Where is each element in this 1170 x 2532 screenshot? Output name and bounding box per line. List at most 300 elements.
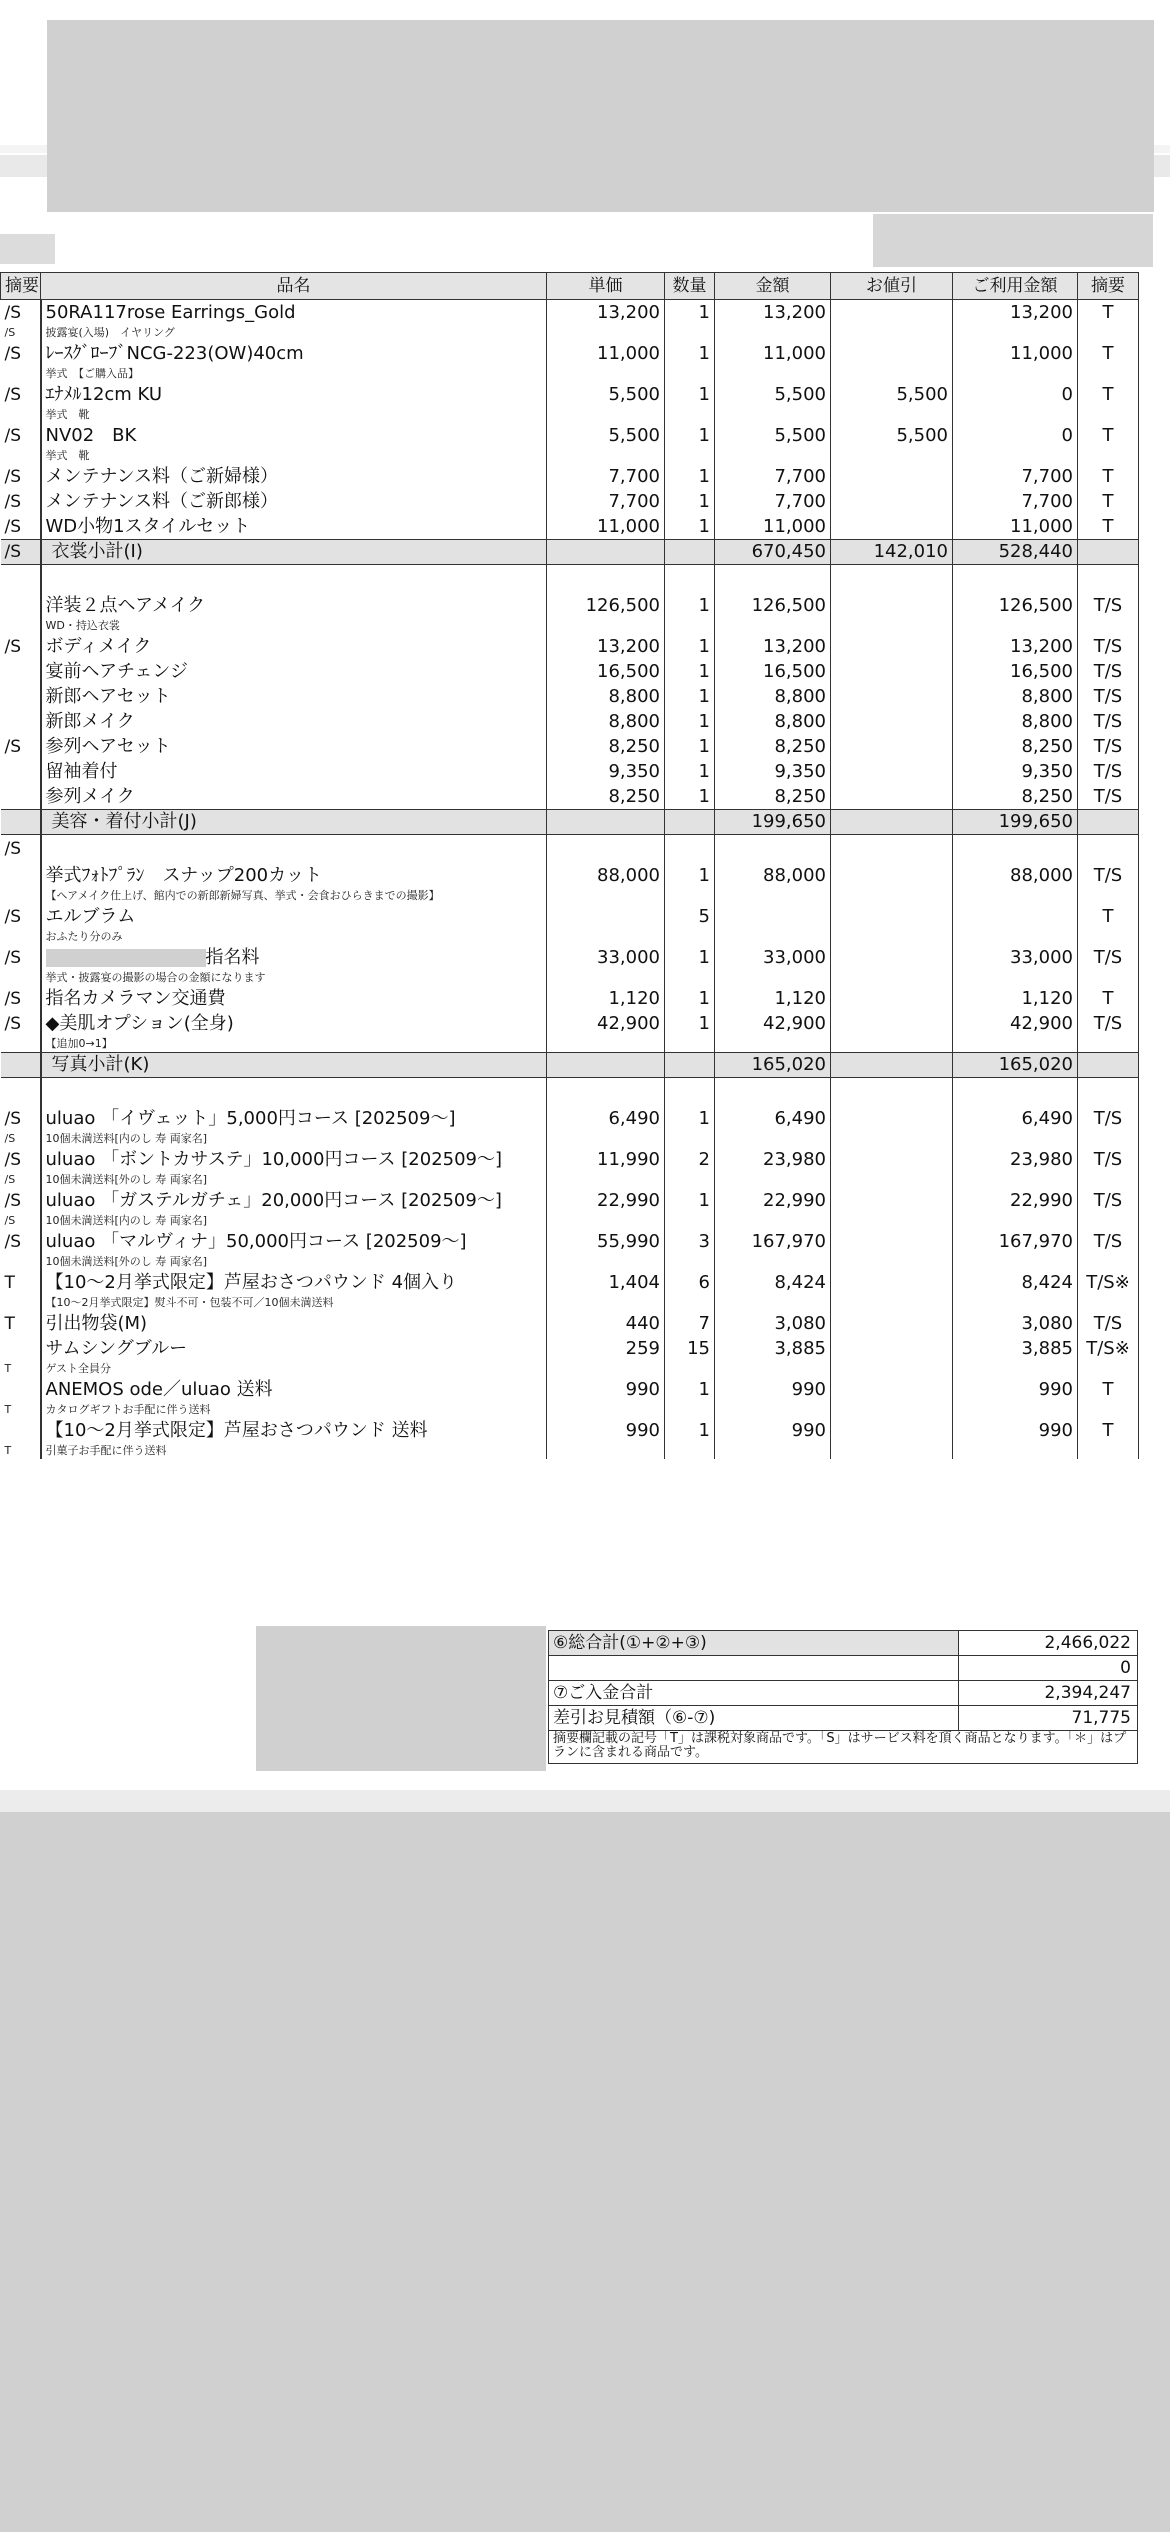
- row-left-code: /S: [1, 1131, 41, 1147]
- grand-total-row: [549, 1631, 1137, 1656]
- row-left-code: [1, 1295, 41, 1311]
- tax-code: [1078, 810, 1139, 835]
- amount: 8,800: [715, 709, 831, 734]
- amount: 8,250: [715, 734, 831, 759]
- row-left-code: /S: [1, 1106, 41, 1131]
- row-left-code: /S: [1, 382, 41, 407]
- unit-price: 259: [547, 1336, 665, 1361]
- amount: 1,120: [715, 986, 831, 1011]
- item-name: 50RA117rose Earrings_Gold: [41, 300, 547, 326]
- table-body: [1, 300, 1139, 1460]
- tax-code: [1078, 970, 1139, 986]
- amount: [715, 1295, 831, 1311]
- amount: 990: [715, 1377, 831, 1402]
- item-name: 挙式ﾌｫﾄﾌﾟﾗﾝ スナップ200カット: [41, 863, 547, 888]
- column-header: 金額: [715, 273, 831, 300]
- quantity: 1: [665, 464, 715, 489]
- quantity: [665, 1053, 715, 1078]
- row-left-code: [1, 659, 41, 684]
- tax-code: T: [1078, 300, 1139, 326]
- unit-price: 6,490: [547, 1106, 665, 1131]
- usage-amount: 33,000: [953, 945, 1078, 970]
- row-left-code: /S: [1, 514, 41, 540]
- amount: 42,900: [715, 1011, 831, 1036]
- tax-code: T/S: [1078, 1011, 1139, 1036]
- usage-amount: [953, 904, 1078, 929]
- amount: 22,990: [715, 1188, 831, 1213]
- table-row: [1, 986, 1139, 1011]
- item-note-row: [1, 1213, 1139, 1229]
- amount: 8,424: [715, 1270, 831, 1295]
- quantity: 1: [665, 489, 715, 514]
- amount: 23,980: [715, 1147, 831, 1172]
- amount: [715, 1036, 831, 1053]
- discount: [831, 904, 953, 929]
- table-row: [1, 659, 1139, 684]
- item-name: メンテナンス料（ご新郎様）: [41, 489, 547, 514]
- table-row: [1, 423, 1139, 448]
- quantity: 1: [665, 945, 715, 970]
- unit-price: [547, 1254, 665, 1270]
- page-separator: [0, 1790, 1170, 1812]
- discount: [831, 565, 953, 594]
- unit-price: [547, 618, 665, 634]
- item-name: uluao 「ボントカサステ」10,000円コース [202509～]: [41, 1147, 547, 1172]
- row-left-code: /S: [1, 1213, 41, 1229]
- tax-code: T/S: [1078, 593, 1139, 618]
- unit-price: 440: [547, 1311, 665, 1336]
- usage-amount: [953, 888, 1078, 904]
- table-row: [1, 1229, 1139, 1254]
- usage-amount: [953, 929, 1078, 945]
- amount: 7,700: [715, 489, 831, 514]
- quantity: 1: [665, 593, 715, 618]
- table-row: [1, 784, 1139, 810]
- usage-amount: [953, 1402, 1078, 1418]
- quantity: [665, 929, 715, 945]
- row-left-code: [1, 970, 41, 986]
- usage-amount: 6,490: [953, 1106, 1078, 1131]
- item-name: 【ヘアメイク仕上げ、館内での新郎新婦写真、挙式・会食おひらきまでの撮影】: [41, 888, 547, 904]
- discount: [831, 986, 953, 1011]
- item-name: メンテナンス料（ご新婦様）: [41, 464, 547, 489]
- tax-code: [1078, 1254, 1139, 1270]
- table-row: [1, 593, 1139, 618]
- table-header-row: [1, 273, 1139, 300]
- amount: [715, 366, 831, 382]
- discount: [831, 1106, 953, 1131]
- item-name: 宴前ヘアチェンジ: [41, 659, 547, 684]
- tax-code: [1078, 407, 1139, 423]
- quantity: [665, 540, 715, 565]
- estimate-table: [0, 272, 1139, 1459]
- item-name: 新郎メイク: [41, 709, 547, 734]
- item-name: 披露宴(入場) イヤリング: [41, 325, 547, 341]
- row-left-code: /S: [1, 1172, 41, 1188]
- tax-code: T/S: [1078, 684, 1139, 709]
- discount: [831, 659, 953, 684]
- quantity: [665, 565, 715, 594]
- item-name: 新郎ヘアセット: [41, 684, 547, 709]
- tax-code: T/S: [1078, 659, 1139, 684]
- usage-amount: 8,424: [953, 1270, 1078, 1295]
- unit-price: 5,500: [547, 423, 665, 448]
- redacted-header-block: [47, 20, 1154, 212]
- discount: [831, 1053, 953, 1078]
- discount: [831, 945, 953, 970]
- discount: [831, 1011, 953, 1036]
- estimate-sheet: [0, 272, 1138, 1459]
- unit-price: [547, 325, 665, 341]
- row-left-code: /S: [1, 540, 41, 565]
- item-name: 10個未満送料[内のし 寿 両家名]: [41, 1213, 547, 1229]
- usage-amount: [953, 835, 1078, 864]
- unit-price: [547, 1213, 665, 1229]
- tax-code: T/S: [1078, 863, 1139, 888]
- amount: [715, 888, 831, 904]
- row-left-code: [1, 1053, 41, 1078]
- amount: 3,885: [715, 1336, 831, 1361]
- usage-amount: [953, 1213, 1078, 1229]
- tax-code: T/S※: [1078, 1270, 1139, 1295]
- table-row: [1, 904, 1139, 929]
- tax-code: [1078, 366, 1139, 382]
- quantity: 1: [665, 784, 715, 810]
- column-header: ご利用金額: [953, 273, 1078, 300]
- quantity: [665, 1036, 715, 1053]
- column-header: 摘要: [1078, 273, 1139, 300]
- item-name: 【追加0→1】: [41, 1036, 547, 1053]
- table-row: [1, 464, 1139, 489]
- discount: [831, 1147, 953, 1172]
- quantity: 1: [665, 382, 715, 407]
- item-note-row: [1, 325, 1139, 341]
- subtotal-row: [1, 1053, 1139, 1078]
- quantity: [665, 618, 715, 634]
- tax-code: T/S: [1078, 1188, 1139, 1213]
- row-left-code: /S: [1, 1011, 41, 1036]
- discount: [831, 464, 953, 489]
- tax-code: T/S※: [1078, 1336, 1139, 1361]
- quantity: 1: [665, 734, 715, 759]
- tax-code: T: [1078, 341, 1139, 366]
- row-left-code: /S: [1, 1188, 41, 1213]
- quantity: [665, 366, 715, 382]
- table-row: [1, 684, 1139, 709]
- tax-code: T: [1078, 1377, 1139, 1402]
- amount: 13,200: [715, 634, 831, 659]
- quantity: 15: [665, 1336, 715, 1361]
- tax-code: T: [1078, 382, 1139, 407]
- amount: 670,450: [715, 540, 831, 565]
- tax-code: [1078, 618, 1139, 634]
- unit-price: 8,250: [547, 734, 665, 759]
- usage-amount: [953, 448, 1078, 464]
- row-left-code: [1, 448, 41, 464]
- quantity: [665, 407, 715, 423]
- usage-amount: 0: [953, 423, 1078, 448]
- row-left-code: /S: [1, 1229, 41, 1254]
- tax-code: T/S: [1078, 734, 1139, 759]
- item-name: 【10～2月挙式限定】熨斗不可・包装不可／10個未満送料: [41, 1295, 547, 1311]
- usage-amount: [953, 366, 1078, 382]
- tax-code: [1078, 540, 1139, 565]
- unit-price: [547, 1402, 665, 1418]
- tax-code: T: [1078, 514, 1139, 540]
- unit-price: 8,800: [547, 684, 665, 709]
- row-left-code: [1, 407, 41, 423]
- quantity: 1: [665, 863, 715, 888]
- table-row: [1, 1418, 1139, 1443]
- discount: [831, 734, 953, 759]
- column-header: 摘要: [1, 273, 41, 300]
- discount: [831, 489, 953, 514]
- amount: 11,000: [715, 341, 831, 366]
- item-name: [41, 835, 547, 864]
- item-note-row: [1, 366, 1139, 382]
- usage-amount: 528,440: [953, 540, 1078, 565]
- usage-amount: [953, 1443, 1078, 1459]
- discount: [831, 863, 953, 888]
- usage-amount: 990: [953, 1418, 1078, 1443]
- unit-price: [547, 540, 665, 565]
- discount: [831, 684, 953, 709]
- spacer-row: [1, 565, 1139, 594]
- usage-amount: 11,000: [953, 341, 1078, 366]
- row-left-code: /S: [1, 986, 41, 1011]
- table-row: [1, 382, 1139, 407]
- unit-price: 126,500: [547, 593, 665, 618]
- tax-code: T: [1078, 464, 1139, 489]
- row-left-code: T: [1, 1361, 41, 1377]
- row-left-code: /S: [1, 300, 41, 326]
- amount: 126,500: [715, 593, 831, 618]
- quantity: [665, 1361, 715, 1377]
- balance-value: 71,775: [1071, 1708, 1131, 1728]
- item-note-row: [1, 618, 1139, 634]
- discount: [831, 514, 953, 540]
- item-note-row: [1, 1361, 1139, 1377]
- unit-price: 990: [547, 1377, 665, 1402]
- usage-amount: [953, 618, 1078, 634]
- row-left-code: [1, 1036, 41, 1053]
- table-row: [1, 1377, 1139, 1402]
- redacted-stamp-block: [256, 1626, 546, 1771]
- discount: [831, 835, 953, 864]
- table-row: [1, 1336, 1139, 1361]
- usage-amount: [953, 1078, 1078, 1107]
- tax-code: [1078, 1443, 1139, 1459]
- item-note-row: [1, 448, 1139, 464]
- row-left-code: [1, 810, 41, 835]
- row-left-code: /S: [1, 945, 41, 970]
- table-row: [1, 341, 1139, 366]
- row-left-code: [1, 1254, 41, 1270]
- table-row: [1, 634, 1139, 659]
- row-left-code: /S: [1, 464, 41, 489]
- balance-label: 差引お見積額（⑥-⑦): [549, 1706, 959, 1730]
- item-note-row: [1, 1295, 1139, 1311]
- amount: 8,250: [715, 784, 831, 810]
- item-note-row: [1, 407, 1139, 423]
- amount: [715, 1402, 831, 1418]
- subtotal-row: [1, 810, 1139, 835]
- tax-code: [1078, 835, 1139, 864]
- amount: 11,000: [715, 514, 831, 540]
- row-left-code: /S: [1, 1147, 41, 1172]
- quantity: [665, 970, 715, 986]
- item-name: 参列メイク: [41, 784, 547, 810]
- paid-total-row: [549, 1681, 1137, 1706]
- tax-code: T/S: [1078, 1106, 1139, 1131]
- item-name: ﾚｰｽｸﾞﾛｰﾌﾞNCG-223(OW)40cm: [41, 341, 547, 366]
- item-name: 参列ヘアセット: [41, 734, 547, 759]
- grand-total-value: 2,466,022: [1044, 1633, 1131, 1653]
- tax-code: [1078, 1078, 1139, 1107]
- item-name: 10個未満送料[外のし 寿 両家名]: [41, 1254, 547, 1270]
- quantity: 5: [665, 904, 715, 929]
- row-left-code: /S: [1, 489, 41, 514]
- usage-amount: 13,200: [953, 300, 1078, 326]
- usage-amount: 7,700: [953, 464, 1078, 489]
- discount: [831, 759, 953, 784]
- unit-price: 8,800: [547, 709, 665, 734]
- row-left-code: [1, 684, 41, 709]
- item-name: WD・持込衣裳: [41, 618, 547, 634]
- quantity: 1: [665, 514, 715, 540]
- amount: 199,650: [715, 810, 831, 835]
- usage-amount: 11,000: [953, 514, 1078, 540]
- discount: 5,500: [831, 382, 953, 407]
- table-row: [1, 709, 1139, 734]
- item-name: 指名カメラマン交通費: [41, 986, 547, 1011]
- tax-code: T: [1078, 904, 1139, 929]
- discount: [831, 1078, 953, 1107]
- discount: [831, 1131, 953, 1147]
- unit-price: 1,120: [547, 986, 665, 1011]
- amount: [715, 970, 831, 986]
- usage-amount: 8,250: [953, 784, 1078, 810]
- paid-total-label: ⑦ご入金合計: [549, 1681, 959, 1705]
- usage-amount: 42,900: [953, 1011, 1078, 1036]
- column-header: 数量: [665, 273, 715, 300]
- tax-code: T: [1078, 1418, 1139, 1443]
- row-left-code: T: [1, 1311, 41, 1336]
- tax-code: [1078, 1131, 1139, 1147]
- amount: 9,350: [715, 759, 831, 784]
- usage-amount: [953, 1131, 1078, 1147]
- item-name: ANEMOS ode／uluao 送料: [41, 1377, 547, 1402]
- item-name: エルブラム: [41, 904, 547, 929]
- table-row: [1, 734, 1139, 759]
- quantity: 1: [665, 1188, 715, 1213]
- unit-price: [547, 904, 665, 929]
- row-left-code: [1, 759, 41, 784]
- usage-amount: [953, 1295, 1078, 1311]
- row-left-code: [1, 709, 41, 734]
- discount: [831, 784, 953, 810]
- balance-row: [549, 1706, 1137, 1731]
- usage-amount: 3,080: [953, 1311, 1078, 1336]
- tax-code: [1078, 1172, 1139, 1188]
- discount: 142,010: [831, 540, 953, 565]
- unit-price: 22,990: [547, 1188, 665, 1213]
- usage-amount: 16,500: [953, 659, 1078, 684]
- usage-amount: [953, 325, 1078, 341]
- discount: [831, 1254, 953, 1270]
- column-header: お値引: [831, 273, 953, 300]
- discount: [831, 1213, 953, 1229]
- item-name: 美容・着付小計(J): [41, 810, 547, 835]
- quantity: 1: [665, 300, 715, 326]
- tax-code: [1078, 1036, 1139, 1053]
- amount: [715, 1078, 831, 1107]
- item-note-row: [1, 929, 1139, 945]
- blank-row: [549, 1656, 1137, 1681]
- unit-price: 55,990: [547, 1229, 665, 1254]
- discount: [831, 593, 953, 618]
- tax-code: [1078, 325, 1139, 341]
- tax-code: T/S: [1078, 759, 1139, 784]
- item-note-row: [1, 1172, 1139, 1188]
- usage-amount: [953, 970, 1078, 986]
- discount: [831, 634, 953, 659]
- quantity: [665, 325, 715, 341]
- usage-amount: 126,500: [953, 593, 1078, 618]
- row-left-code: [1, 366, 41, 382]
- item-name: ボディメイク: [41, 634, 547, 659]
- item-name: 挙式 靴: [41, 407, 547, 423]
- usage-amount: 199,650: [953, 810, 1078, 835]
- tax-code: T: [1078, 489, 1139, 514]
- discount: [831, 1036, 953, 1053]
- item-name: ◆美肌オプション(全身): [41, 1011, 547, 1036]
- quantity: 1: [665, 759, 715, 784]
- amount: 6,490: [715, 1106, 831, 1131]
- quantity: [665, 1443, 715, 1459]
- row-left-code: /S: [1, 341, 41, 366]
- amount: 165,020: [715, 1053, 831, 1078]
- table-row: [1, 1147, 1139, 1172]
- discount: [831, 929, 953, 945]
- unit-price: [547, 1172, 665, 1188]
- unit-price: [547, 1443, 665, 1459]
- discount: [831, 1418, 953, 1443]
- item-name: 引菓子お手配に伴う送料: [41, 1443, 547, 1459]
- item-note-row: [1, 970, 1139, 986]
- discount: [831, 1188, 953, 1213]
- discount: 5,500: [831, 423, 953, 448]
- discount: [831, 1311, 953, 1336]
- table-row: [1, 300, 1139, 326]
- row-left-code: [1, 618, 41, 634]
- quantity: 1: [665, 634, 715, 659]
- usage-amount: 8,800: [953, 684, 1078, 709]
- row-left-code: T: [1, 1270, 41, 1295]
- table-row: [1, 1188, 1139, 1213]
- item-name: NV02 BK: [41, 423, 547, 448]
- item-name-text: 指名料: [205, 946, 260, 968]
- item-name: 挙式 靴: [41, 448, 547, 464]
- discount: [831, 1229, 953, 1254]
- usage-amount: 13,200: [953, 634, 1078, 659]
- row-left-code: [1, 888, 41, 904]
- tax-code: T/S: [1078, 709, 1139, 734]
- row-left-code: [1, 863, 41, 888]
- unit-price: 33,000: [547, 945, 665, 970]
- unit-price: [547, 970, 665, 986]
- quantity: 6: [665, 1270, 715, 1295]
